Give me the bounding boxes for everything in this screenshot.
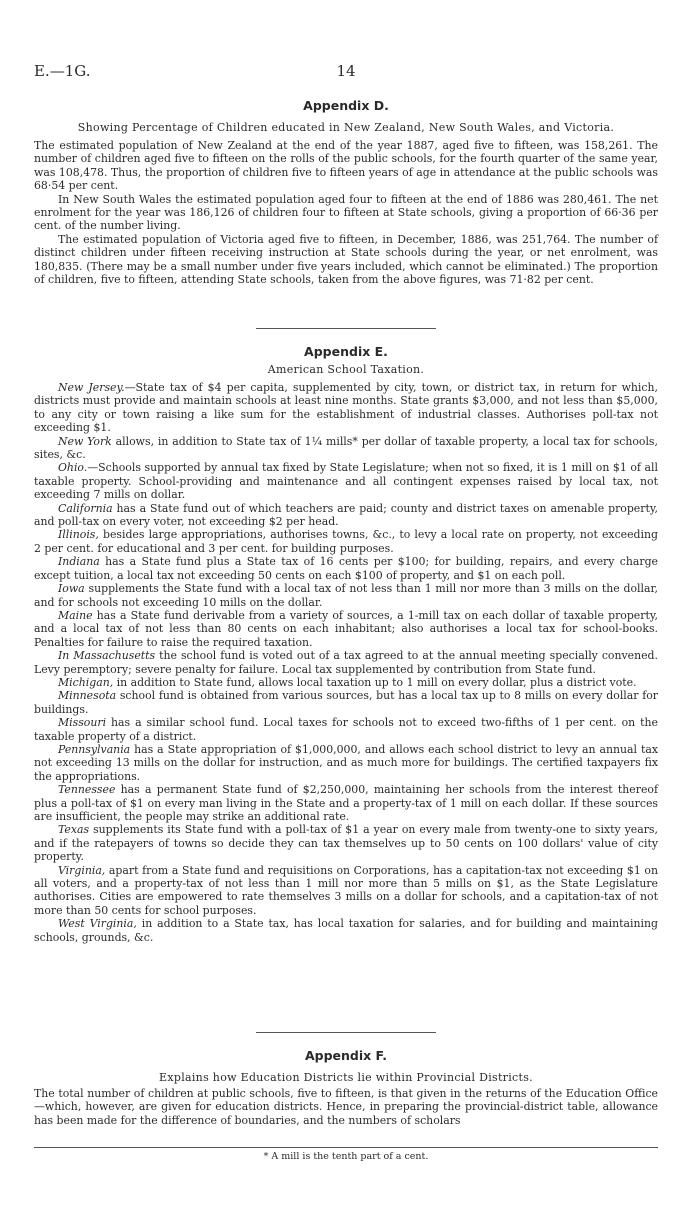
tax-entry <box>34 528 658 555</box>
page-number: 14 <box>336 62 356 80</box>
tax-entry <box>34 864 658 918</box>
appendix-e-subtitle: American School Taxation. <box>267 363 425 376</box>
state-name: Iowa <box>58 582 85 596</box>
state-name: Tennessee <box>58 783 116 797</box>
state-name: West Virginia, <box>58 917 137 931</box>
tax-entry <box>34 823 658 863</box>
tax-entry <box>34 689 658 716</box>
entry-text: has a State appropriation of $1,000,000, and allows each school district to levy an annual tax not exceeding 13 mills on the dollar for instruction, and as much more for buildings. The certified taxpayers fix the appropriations. <box>34 742 658 783</box>
appendix-d <box>34 98 658 286</box>
footnote-rule <box>34 1147 658 1148</box>
appendix-d-paragraph: The estimated population of New Zealand at the end of the year 1887, aged five to fifteen, was 158,261. The number of children aged five to fifteen on the rolls of the public schools, for the fourth quarter of the same year, was 108,478. Thus, the proportion of children five to fifteen years of age in attendance at the public schools was 68·54 per cent. <box>34 139 658 193</box>
state-name: Virginia, <box>58 863 106 877</box>
state-name: New York <box>58 434 112 448</box>
page-header <box>34 62 658 84</box>
state-name: Illinois, <box>58 528 99 542</box>
appendix-d-subtitle: Showing Percentage of Children educated in New Zealand, New South Wales, and Victoria. <box>77 121 615 134</box>
appendix-d-title: Appendix D. <box>303 98 389 113</box>
tax-entries-list <box>34 381 658 944</box>
state-name: Ohio. <box>58 461 88 475</box>
tax-entry <box>34 917 658 944</box>
entry-text: has a similar school fund. Local taxes for schools not to exceed two-fifths of 1 per cent. on the taxable property of a district. <box>34 716 658 743</box>
entry-text: school fund is obtained from various sources, but has a local tax up to 8 mills on every dollar for buildings. <box>34 689 658 716</box>
state-name: In Massachusetts <box>58 649 156 663</box>
state-name: California <box>58 501 113 515</box>
tax-entry <box>34 502 658 529</box>
state-name: Texas <box>58 823 90 837</box>
tax-entry <box>34 676 658 689</box>
tax-entry <box>34 716 658 743</box>
tax-entry <box>34 649 658 676</box>
state-name: Pennsylvania <box>58 742 131 756</box>
footnote: * A mill is the tenth part of a cent. <box>263 1151 429 1162</box>
entry-text: supplements its State fund with a poll-tax of $1 a year on every male from twenty-one to sixty years, and if the ratepayers of towns so decide they can tax themselves up to 50 cents on 100 dollars' value of city property. <box>34 823 658 864</box>
entry-text: has a permanent State fund of $2,250,000, maintaining her schools from the interest thereof plus a poll-tax of $1 on every man living in the State and a property-tax of 1 mill on each dollar. If these sources are insufficient, the people may strike an additional rate. <box>34 783 658 823</box>
entry-text: apart from a State fund and requisitions on Corporations, has a capitation-tax not exceeding $1 on all voters, and a property-tax of not less than 1 mill nor more than 5 mills on $1, as the State Legislature authorises. Cities are empowered to rate themselves 3 mills on a dollar for schools, and a capitation-tax of not more than 50 cents for school purposes. <box>34 863 658 917</box>
tax-entry <box>34 783 658 823</box>
entry-text: has a State fund derivable from a variety of sources, a 1-mill tax on each dollar of taxable property, and a local tax of not less than 80 cents on each inhabitant; also authorises a local tax for school-books. Penalties for failure to raise the required taxation. <box>34 608 658 649</box>
entry-text: the school fund is voted out of a tax agreed to at the annual meeting specially convened. Levy peremptory; severe penalty for failure. Local tax supplemented by contribution from State fund. <box>34 649 658 676</box>
divider <box>34 1032 658 1033</box>
appendix-f-paragraph: The total number of children at public schools, five to fifteen, is that given in the returns of the Education Office—which, however, are given for education districts. Hence, in preparing the provincial-district table, allowance has been made for the difference of boundaries, and the numbers of scholars <box>34 1087 658 1127</box>
appendix-f <box>34 1048 658 1127</box>
state-name: Maine <box>58 608 93 622</box>
entry-text: besides large appropriations, authorises towns, &c., to levy a local rate on property, not exceeding 2 per cent. for educational and 3 per cent. for building purposes. <box>34 528 658 555</box>
footnote-area <box>34 1147 658 1162</box>
state-name: Missouri <box>58 716 107 730</box>
entry-text: supplements the State fund with a local tax of not less than 1 mill nor more than 3 mills on the dollar, and for schools not exceeding 10 mills on the dollar. <box>34 582 658 609</box>
tax-entry <box>34 609 658 649</box>
state-name: Michigan, <box>58 675 114 689</box>
tax-entry <box>34 555 658 582</box>
entry-text: —State tax of $4 per capita, supplemented by city, town, or district tax, in return for which, districts must provide and maintain schools at least nine months. State grants $3,000, and not less than $5,000, to any city or town raising a like sum for the establishment of industrial classes. Authorises poll-tax not exceeding $1. <box>34 381 658 435</box>
appendix-d-paragraph: In New South Wales the estimated population aged four to fifteen at the end of 1886 was 280,461. The net enrolment for the year was 186,126 of children four to fifteen at State schools, giving a proportion of 66·36 per cent. of the number living. <box>34 192 658 233</box>
entry-text: has a State fund plus a State tax of 16 cents per $100; for building, repairs, and every charge except tuition, a local tax not exceeding 50 cents on each $100 of property, and $1 on each poll. <box>34 555 658 582</box>
appendix-e <box>34 344 658 944</box>
state-name: Indiana <box>58 555 100 569</box>
entry-text: in addition to a State tax, has local taxation for salaries, and for building and maintaining schools, grounds, &c. <box>34 917 659 944</box>
appendix-f-title: Appendix F. <box>304 1048 388 1063</box>
entry-text: in addition to State fund, allows local taxation up to 1 mill on every dollar, plus a district vote. <box>113 675 637 689</box>
appendix-d-paragraph: The estimated population of Victoria aged five to fifteen, in December, 1886, was 251,764. The number of distinct children under fifteen receiving instruction at State schools during the year, or net enrolment, was 180,835. (There may be a small number under five years included, which cannot be eliminated.) The proportion of children, five to fifteen, attending State schools, taken from the above figures, was 71·82 per cent. <box>34 232 658 287</box>
appendix-f-subtitle: Explains how Education Districts lie within Provincial Districts. <box>159 1071 533 1084</box>
state-name: New Jersey. <box>58 381 125 394</box>
tax-entry <box>34 743 658 783</box>
entry-text: allows, in addition to State tax of 1¼ mills* per dollar of taxable property, a local tax for schools, sites, &c. <box>34 434 658 462</box>
tax-entry <box>34 582 658 609</box>
tax-entry <box>34 435 658 462</box>
state-name: Minnesota <box>58 689 117 703</box>
report-code: E.—1G. <box>34 62 91 80</box>
tax-entry <box>34 381 658 435</box>
entry-text: has a State fund out of which teachers are paid; county and district taxes on amenable property, and poll-tax on every voter, not exceeding $2 per head. <box>34 501 658 529</box>
tax-entry <box>34 461 658 501</box>
divider <box>34 328 658 329</box>
appendix-e-title: Appendix E. <box>304 344 388 359</box>
entry-text: —Schools supported by annual tax fixed by State Legislature; when not so fixed, it is 1 mill on $1 of all taxable property. School-providing and maintenance and all contingent expenses raised by local tax, not exceeding 7 mills on dollar. <box>34 461 658 502</box>
